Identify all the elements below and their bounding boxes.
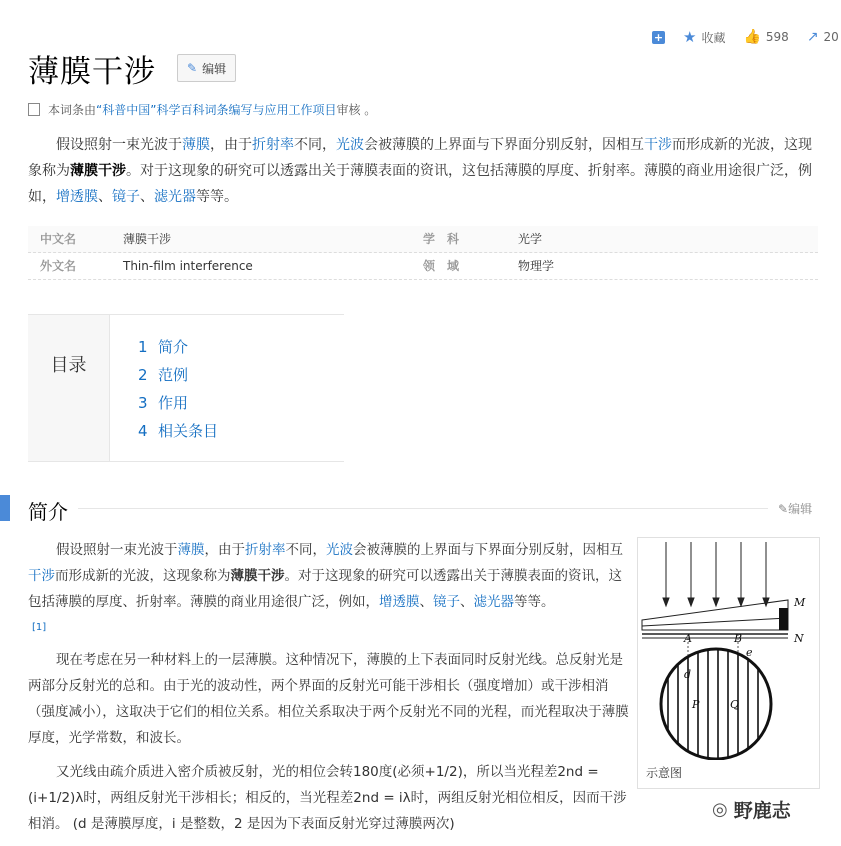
toc-label: 作用 bbox=[158, 394, 189, 412]
wechat-icon: ◎ bbox=[712, 799, 728, 820]
text: 会被薄膜的上界面与下界面分别反射，因相互 bbox=[364, 137, 644, 153]
toc-label: 相关条目 bbox=[158, 422, 219, 440]
pencil-icon: ✎ bbox=[778, 502, 789, 516]
section-title: 简介 bbox=[28, 500, 68, 524]
toc-item-uses[interactable] bbox=[138, 389, 218, 417]
info-row bbox=[28, 253, 818, 280]
top-toolbar bbox=[652, 28, 839, 46]
text: 、 bbox=[140, 189, 154, 205]
text: 不同， bbox=[294, 137, 336, 153]
label-A: A bbox=[684, 632, 692, 645]
plus-icon: + bbox=[653, 30, 664, 44]
figure-caption: 示意图 bbox=[646, 766, 683, 780]
review-suffix: 审核 。 bbox=[336, 103, 377, 117]
bold-term: 薄膜干涉 bbox=[70, 163, 126, 179]
link-filter[interactable]: 滤光器 bbox=[154, 189, 196, 205]
text: 不同， bbox=[285, 542, 326, 558]
section-edit-button[interactable] bbox=[778, 500, 812, 517]
toc-heading: 目录 bbox=[28, 315, 110, 461]
share-icon: ↗ bbox=[806, 29, 819, 45]
page-title: 薄膜干涉 bbox=[28, 54, 156, 90]
text: 、 bbox=[460, 594, 474, 610]
text: 而形成新的光波，这现象称为 bbox=[28, 137, 812, 179]
text: 而形成新的光波，这现象称为 bbox=[55, 568, 231, 584]
info-value: 薄膜干涉 bbox=[123, 232, 172, 246]
text: ，由于 bbox=[210, 137, 252, 153]
link-light-wave[interactable]: 光波 bbox=[326, 542, 353, 558]
info-key: 外文名 bbox=[40, 259, 77, 273]
intro-paragraph-1 bbox=[28, 537, 633, 641]
toc-label: 简介 bbox=[158, 338, 189, 356]
citation-link[interactable]: [1] bbox=[32, 622, 47, 633]
label-e: e bbox=[746, 646, 753, 659]
section-accent-bar bbox=[0, 495, 10, 521]
share-button[interactable] bbox=[807, 29, 839, 45]
link-refractive-index[interactable]: 折射率 bbox=[252, 137, 294, 153]
summary-paragraph bbox=[28, 132, 818, 210]
thumbs-up-icon: 👍 bbox=[743, 29, 761, 45]
info-key: 中文名 bbox=[40, 232, 77, 246]
toc-item-examples[interactable] bbox=[138, 361, 218, 389]
toc-num: 4 bbox=[138, 422, 148, 440]
link-thin-film[interactable]: 薄膜 bbox=[177, 542, 205, 558]
table-of-contents bbox=[28, 314, 344, 462]
text: 。对于这现象的研究可以透露出关于薄膜表面的资讯，这包括薄膜的厚度、折射率。薄膜的商业用途很广泛，例如， bbox=[28, 568, 622, 610]
link-thin-film[interactable]: 薄膜 bbox=[182, 137, 210, 153]
incident-light-arrows bbox=[663, 542, 769, 606]
watermark-text: 野鹿志 bbox=[733, 800, 791, 822]
review-prefix: 本词条由 bbox=[48, 103, 97, 117]
toc-item-related[interactable] bbox=[138, 417, 218, 445]
link-light-wave[interactable]: 光波 bbox=[336, 137, 364, 153]
label-B: B bbox=[734, 632, 743, 645]
link-mirror[interactable]: 镜子 bbox=[433, 594, 460, 610]
like-button[interactable] bbox=[743, 29, 788, 45]
document-icon bbox=[28, 103, 40, 116]
text: 等等。 bbox=[196, 189, 238, 205]
diagram-figure[interactable] bbox=[637, 537, 820, 789]
info-box bbox=[28, 226, 818, 280]
section-divider bbox=[78, 508, 768, 509]
text: 假设照射一束光波于 bbox=[56, 542, 178, 558]
label-d: d bbox=[684, 668, 692, 681]
bold-term: 薄膜干涉 bbox=[230, 568, 285, 584]
link-interference[interactable]: 干涉 bbox=[28, 568, 55, 584]
info-value: 物理学 bbox=[518, 259, 555, 273]
edit-button[interactable] bbox=[177, 54, 236, 82]
collect-label: 收藏 bbox=[701, 30, 726, 45]
toc-item-intro[interactable] bbox=[138, 333, 218, 361]
text: ，由于 bbox=[204, 542, 245, 558]
label-M: M bbox=[794, 596, 806, 609]
text: 会被薄膜的上界面与下界面分别反射，因相互 bbox=[353, 542, 623, 558]
intro-paragraph-3: 又光线由疏介质进入密介质被反射，光的相位会转180度(必须+1/2)，所以当光程差2nd = (i+1/2)λ时，两组反射光干涉相长；相反的，当光程差2nd = iλ时，两组反射光相位相反，因而干涉相消。 (d 是薄膜厚度，i 是整数，2 是因为下表面反射光穿过薄膜两次) bbox=[28, 764, 627, 832]
pencil-icon: ✎ bbox=[187, 61, 198, 75]
toc-num: 2 bbox=[138, 366, 148, 384]
label-P: P bbox=[692, 698, 700, 711]
add-button[interactable] bbox=[652, 31, 665, 44]
text: 。对于这现象的研究可以透露出关于薄膜表面的资讯，这包括薄膜的厚度、折射率。薄膜的商业用途很广泛，例如， bbox=[28, 163, 812, 205]
link-antireflection[interactable]: 增透膜 bbox=[56, 189, 98, 205]
interference-diagram bbox=[638, 538, 819, 760]
info-row bbox=[28, 226, 818, 253]
link-filter[interactable]: 滤光器 bbox=[473, 594, 514, 610]
text: 等等。 bbox=[514, 594, 555, 610]
info-value: 光学 bbox=[518, 232, 543, 246]
like-count: 598 bbox=[765, 30, 789, 44]
collect-button[interactable] bbox=[683, 28, 725, 46]
link-interference[interactable]: 干涉 bbox=[644, 137, 672, 153]
info-key: 领 域 bbox=[423, 259, 460, 273]
section-edit-label: 编辑 bbox=[788, 502, 813, 516]
review-org-link[interactable]: “科普中国”科学百科词条编写与应用工作项目 bbox=[96, 103, 337, 117]
watermark bbox=[712, 796, 791, 823]
link-antireflection[interactable]: 增透膜 bbox=[379, 594, 420, 610]
share-count: 20 bbox=[823, 30, 839, 44]
label-Q: Q bbox=[730, 698, 740, 711]
info-value: Thin-film interference bbox=[123, 259, 253, 273]
intro-paragraph-2: 现在考虑在另一种材料上的一层薄膜。这种情况下，薄膜的上下表面同时反射光线。总反射光是两部分反射光的总和。由于光的波动性，两个界面的反射光可能干涉相长（强度增加）或干涉相消（强度减小），这取决于它们的相位关系。相位关系取决于两个反射光不同的光程，而光程取决于薄膜厚度，光学常数，和波长。 bbox=[28, 652, 629, 746]
link-mirror[interactable]: 镜子 bbox=[112, 189, 140, 205]
text: 假设照射一束光波于 bbox=[56, 137, 182, 153]
toc-num: 3 bbox=[138, 394, 148, 412]
toc-label: 范例 bbox=[158, 366, 189, 384]
edit-label: 编辑 bbox=[202, 61, 227, 76]
star-icon: ★ bbox=[683, 28, 697, 46]
review-notice bbox=[28, 101, 376, 118]
toc-list bbox=[110, 315, 218, 461]
label-N: N bbox=[794, 632, 804, 645]
text: 、 bbox=[98, 189, 112, 205]
link-refractive-index[interactable]: 折射率 bbox=[245, 542, 286, 558]
toc-num: 1 bbox=[138, 338, 148, 356]
text: 、 bbox=[419, 594, 433, 610]
info-key: 学 科 bbox=[423, 232, 460, 246]
